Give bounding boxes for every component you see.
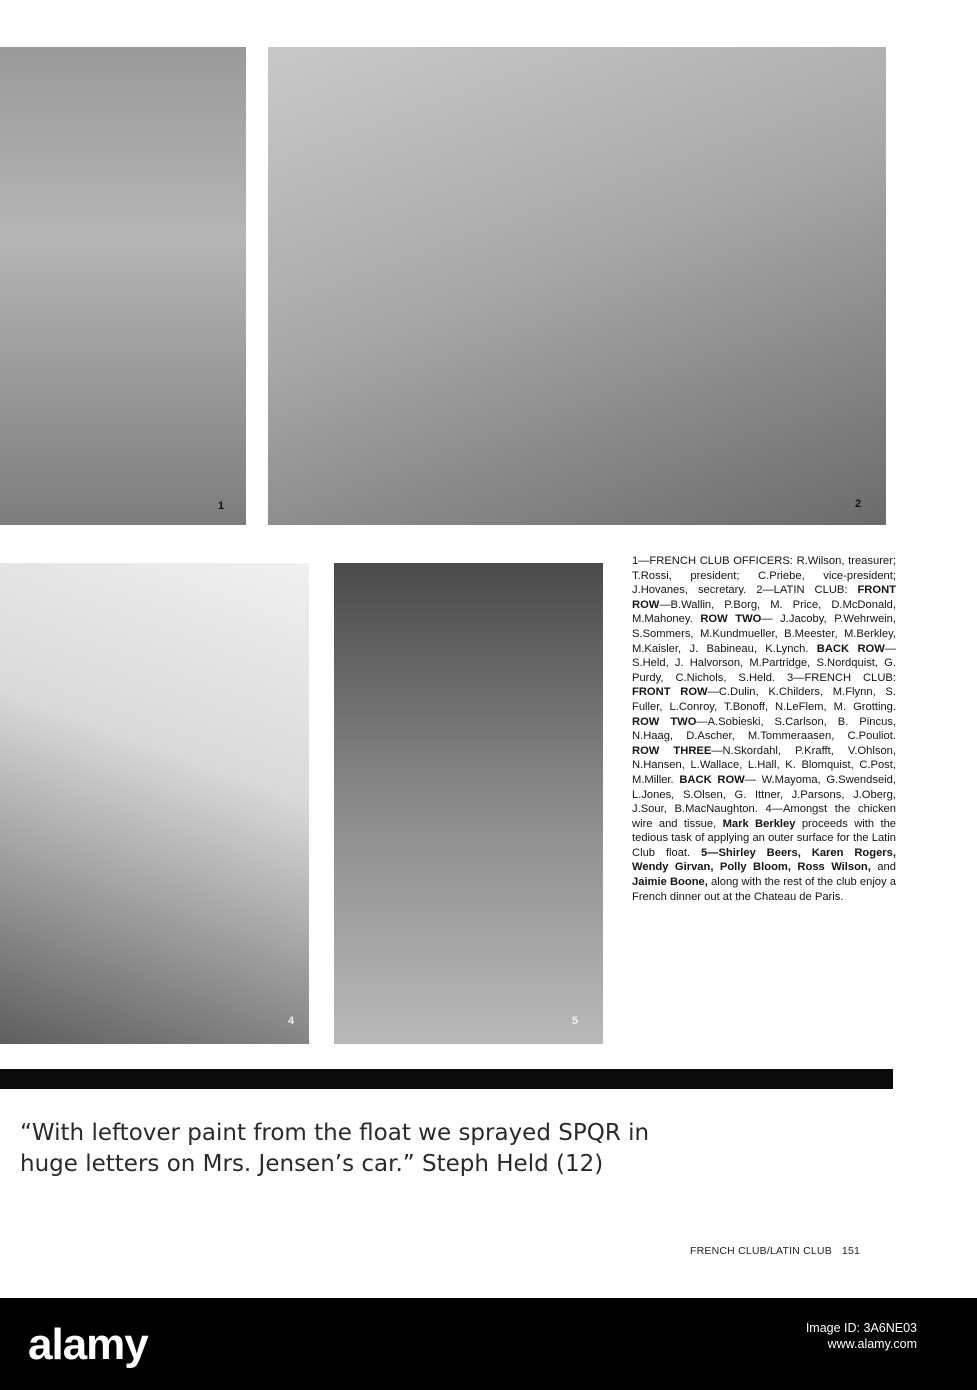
alamy-logo: alamy	[28, 1320, 148, 1369]
section-label: FRENCH CLUB/LATIN CLUB	[690, 1245, 832, 1257]
photo-french-officers	[0, 47, 246, 525]
divider-bar	[0, 1069, 893, 1089]
photo-number: 5	[572, 1015, 579, 1027]
quote-line-1: “With leftover paint from the float we sprayed SPQR in	[20, 1120, 650, 1146]
pull-quote	[20, 1118, 840, 1180]
photo-latin-club	[268, 47, 886, 525]
photo-float-work	[0, 563, 309, 1044]
photo-caption: 1—FRENCH CLUB OFFICERS: R.Wilson, treasurer; T.Rossi, president; C.Priebe, vice-president; J.Hovanes, secretary. 2—LATIN CLUB: FRONT ROW—B.Wallin, P.Borg, M. Price, D.McDonald, M.Mahoney. ROW TWO— J.Jacoby, P.Wehrwein, S.Sommers, M.Kundmueller, B.Meester, M.Berkley, M.Kaisler, J. Babineau, K.Lynch. BACK ROW—S.Held, J. Halvorson, M.Partridge, S.Nordquist, G. Purdy, C.Nichols, S.Held. 3—FRENCH CLUB: FRONT ROW—C.Dulin, K.Childers, M.Flynn, S. Fuller, L.Conroy, T.Bonoff, N.LeFlem, M. Grotting. ROW TWO—A.Sobieski, S.Carlson, B. Pincus, N.Haag, D.Ascher, M.Tommeraasen, C.Pouliot. ROW THREE—N.Skordahl, P.Krafft, V.Ohlson, N.Hansen, L.Wallace, L.Hall, K. Blomquist, C.Post, M.Miller. BACK ROW— W.Mayoma, G.Swendseid, L.Jones, S.Olsen, G. Ittner, J.Parsons, J.Oberg, J.Sour, B.MacNaughton. 4—Amongst the chicken wire and tissue, Mark Berkley proceeds with the tedious task of applying an outer surface for the Latin Club float. 5—Shirley Beers, Karen Rogers, Wendy Girvan, Polly Bloom, Ross Wilson, and Jaimie Boone, along with the rest of the club enjoy a French dinner out at the Chateau de Paris.	[632, 555, 897, 903]
photo-number: 1	[218, 500, 225, 512]
page-number: 151	[841, 1245, 861, 1257]
watermark-bar	[0, 1298, 977, 1390]
photo-number: 4	[288, 1015, 295, 1027]
page-footer	[690, 1245, 860, 1257]
image-id: Image ID: 3A6NE03 www.alamy.com	[805, 1321, 917, 1351]
photo-french-dinner	[334, 563, 603, 1044]
quote-line-2: huge letters on Mrs. Jensen’s car.” Steph Held (12)	[20, 1151, 604, 1177]
photo-number: 2	[855, 498, 862, 510]
